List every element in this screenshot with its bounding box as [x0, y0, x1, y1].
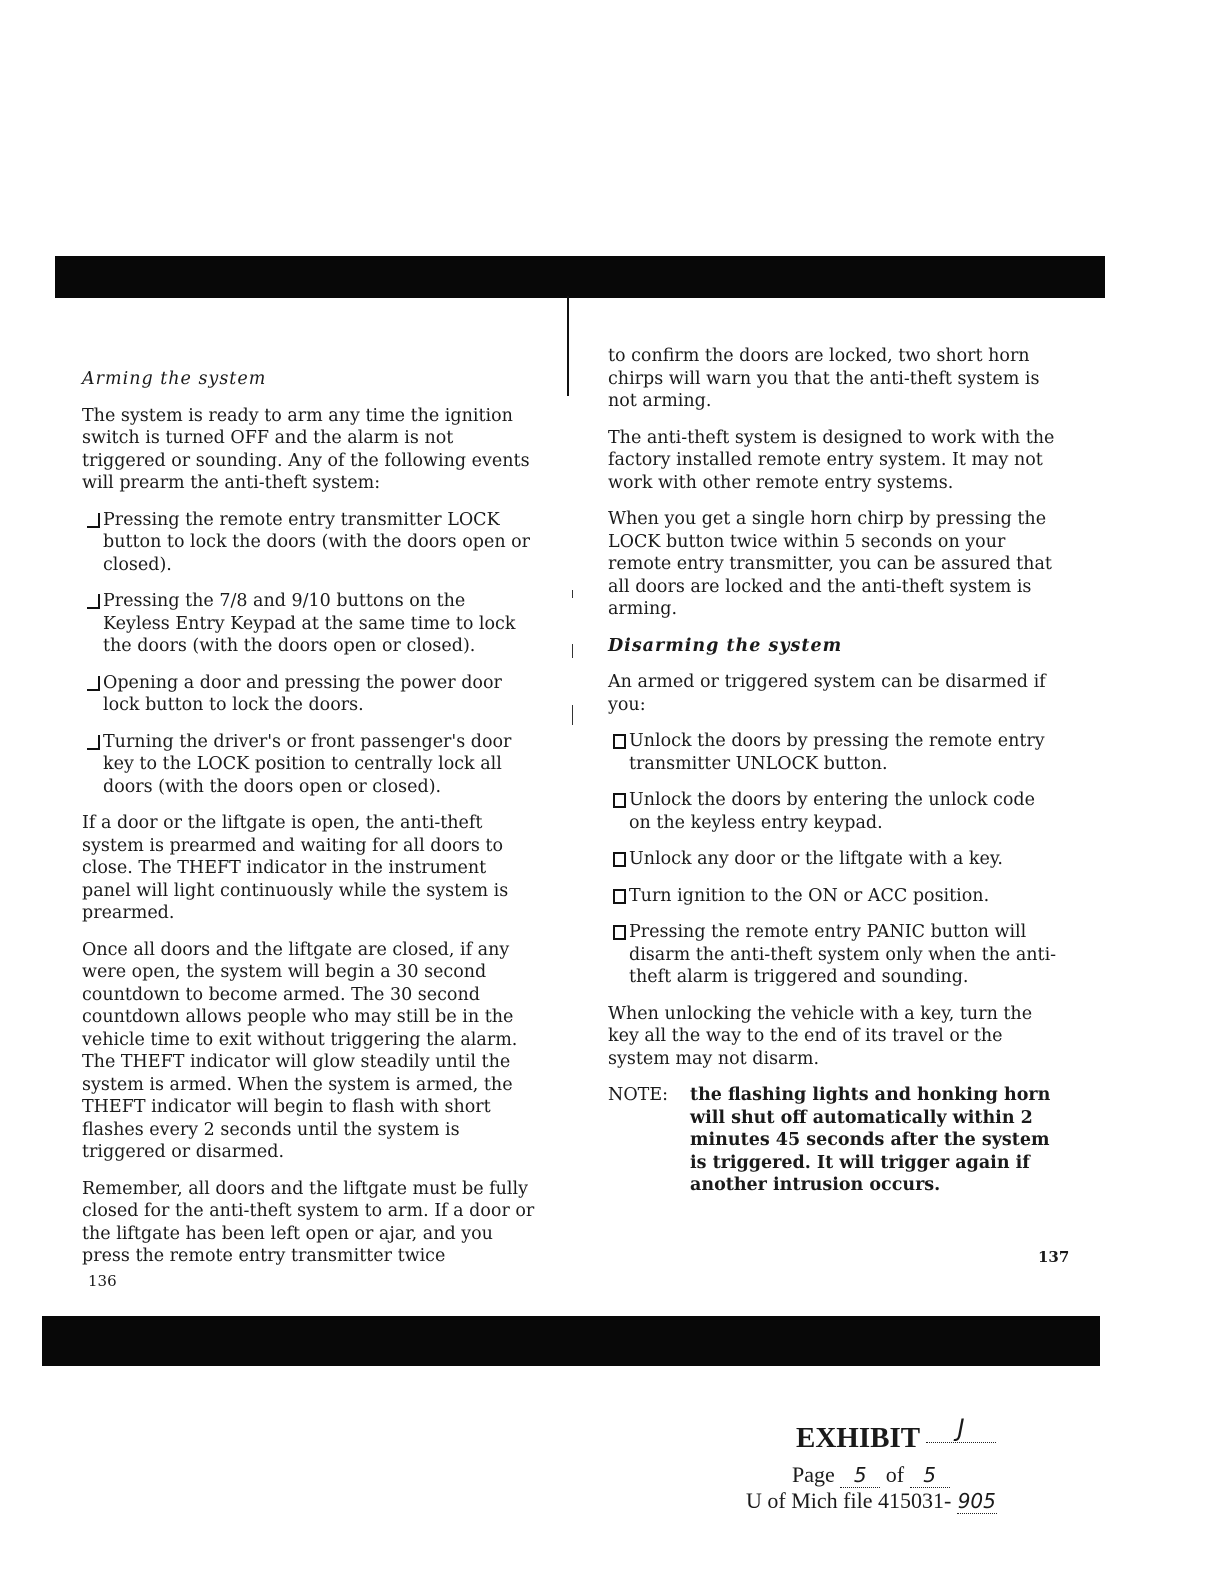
- page-gutter: [567, 296, 569, 396]
- gutter-mark: [572, 590, 573, 598]
- disarming-heading: Disarming the system: [608, 635, 843, 656]
- exhibit-page-line: [792, 1462, 950, 1488]
- file-value: 905: [957, 1489, 996, 1513]
- list-item: Turn ignition to the ON or ACC position.: [608, 885, 1058, 908]
- right-page: [608, 345, 1058, 1197]
- exhibit-file-line: [746, 1488, 997, 1514]
- left-page-number: 136: [88, 1272, 117, 1290]
- list-item: Turning the driver's or front passenger's door key to the LOCK position to centrally lock all doors (with the doors open or closed).: [82, 731, 537, 799]
- note-label: NOTE:: [608, 1085, 669, 1105]
- countdown-paragraph: Once all doors and the liftgate are closed, if any were open, the system will begin a 30 second countdown to become armed. The 30 second countdown allows people who may still be in the vehicle time to exit without triggering the alarm. The THEFT indicator will glow steadily until the system is armed. When the system is armed, the THEFT indicator will begin to flash with short flashes every 2 seconds until the system is triggered or disarmed.: [82, 939, 518, 1162]
- list-item: Unlock any door or the liftgate with a key.: [608, 848, 1058, 871]
- list-item: Unlock the doors by entering the unlock code on the keyless entry keypad.: [608, 789, 1058, 834]
- list-item: Pressing the remote entry PANIC button will disarm the anti-theft system only when the anti-theft alarm is triggered and sounding.: [608, 921, 1058, 989]
- checkbox-icon: [87, 513, 100, 528]
- right-page-number: 137: [1038, 1248, 1070, 1266]
- checkbox-icon: [87, 676, 100, 691]
- confirm-paragraph: to confirm the doors are locked, two short horn chirps will warn you that the anti-theft system is not arming.: [608, 346, 1040, 411]
- top-black-bar: [55, 256, 1105, 298]
- checkbox-icon: [87, 594, 100, 609]
- list-item: Unlock the doors by pressing the remote entry transmitter UNLOCK button.: [608, 730, 1058, 775]
- arming-heading: Arming the system: [82, 369, 267, 389]
- gutter-mark: [572, 644, 573, 658]
- exhibit-id: J: [926, 1414, 996, 1443]
- gutter-mark: [572, 705, 573, 725]
- checkbox-icon: [613, 925, 626, 940]
- of-value: 5: [910, 1463, 950, 1488]
- single-chirp-paragraph: When you get a single horn chirp by pressing the LOCK button twice within 5 seconds on your remote entry transmitter, you can be assured that all doors are locked and the anti-theft system is arming.: [608, 509, 1052, 619]
- remember-paragraph: Remember, all doors and the liftgate must be fully closed for the anti-theft system to arm. If a door or the liftgate has been left open or ajar, and you press the remote entry transmitter twice: [82, 1178, 535, 1266]
- key-paragraph: When unlocking the vehicle with a key, turn the key all the way to the end of its travel or the system may not disarm.: [608, 1003, 1033, 1069]
- exhibit-title: EXHIBIT: [796, 1422, 921, 1454]
- page-label: Page: [792, 1462, 835, 1487]
- checkbox-icon: [613, 889, 626, 904]
- checkbox-icon: [87, 735, 100, 750]
- disarming-intro: An armed or triggered system can be disarmed if you:: [608, 672, 1046, 715]
- list-item: Pressing the remote entry transmitter LOCK button to lock the doors (with the doors open or closed).: [82, 509, 537, 577]
- note-text: the flashing lights and honking horn will shut off automatically within 2 minutes 45 seconds after the system is triggered. It will trigger again if another intrusion occurs.: [690, 1085, 1051, 1195]
- of-label: of: [885, 1462, 905, 1487]
- page-value: 5: [840, 1463, 880, 1488]
- checkbox-icon: [613, 734, 626, 749]
- designed-paragraph: The anti-theft system is designed to work with the factory installed remote entry system. It may not work with other remote entry systems.: [608, 427, 1055, 493]
- bottom-black-bar: [42, 1316, 1100, 1366]
- list-item: Opening a door and pressing the power door lock button to lock the doors.: [82, 672, 537, 717]
- checkbox-icon: [613, 852, 626, 867]
- prearmed-paragraph: If a door or the liftgate is open, the anti-theft system is prearmed and waiting for all doors to close. The THEFT indicator in the instrument panel will light continuously while the system is prearmed.: [82, 813, 509, 923]
- checkbox-icon: [613, 793, 626, 808]
- file-label: U of Mich file 415031-: [746, 1488, 952, 1513]
- note-block: [608, 1084, 1058, 1197]
- left-page: [82, 368, 537, 1282]
- arming-intro: The system is ready to arm any time the ignition switch is turned OFF and the alarm is not triggered or sounding. Any of the following events will prearm the anti-theft system:: [82, 405, 530, 493]
- list-item: Pressing the 7/8 and 9/10 buttons on the Keyless Entry Keypad at the same time to lock the doors (with the doors open or closed).: [82, 590, 537, 658]
